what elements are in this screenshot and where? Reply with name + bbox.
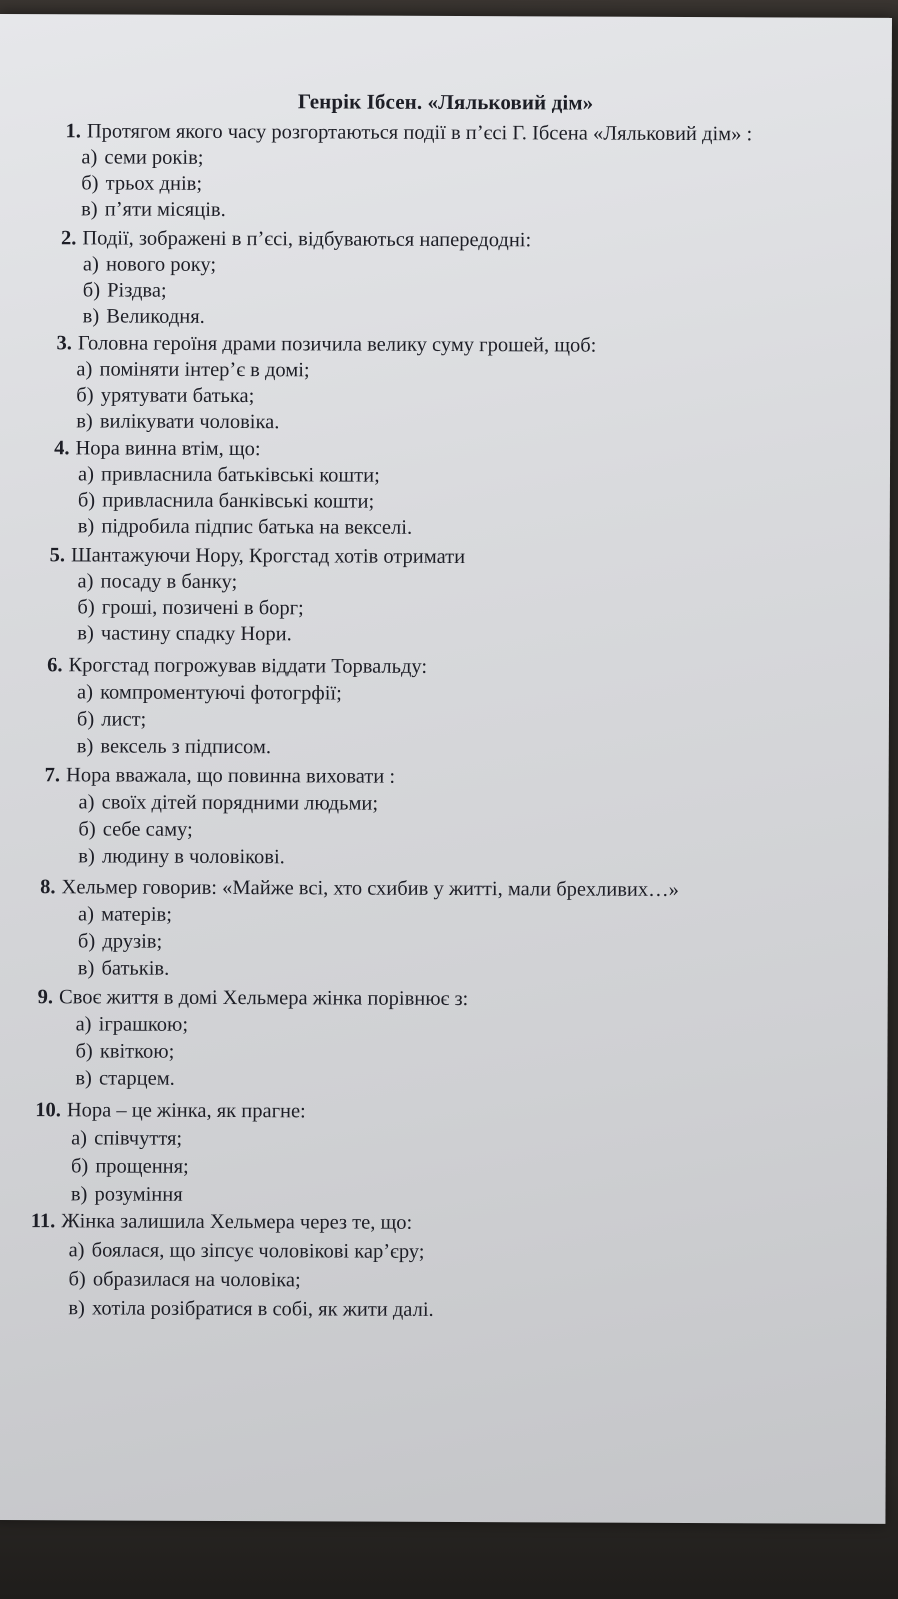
answer-option <box>40 928 679 958</box>
question-number: 4. <box>54 437 70 460</box>
question-number: 5. <box>49 544 66 567</box>
answer-option <box>65 144 752 173</box>
option-text: посаду в банку; <box>100 570 238 594</box>
option-text: гроші, позичені в борг; <box>101 596 304 620</box>
question-text-line <box>45 762 396 791</box>
option-text: боялася, що зіпсує чоловікові кар’єру; <box>91 1239 425 1263</box>
answer-option <box>65 170 752 199</box>
question-text: Хельмер говорив: «Майже всі, хто схибив у житті, мали брехливих…» <box>61 876 679 901</box>
option-letter: а) <box>81 146 98 169</box>
option-text: частину спадку Нори. <box>100 622 292 646</box>
question-number: 8. <box>40 876 56 899</box>
option-letter: в) <box>75 1067 92 1090</box>
option-letter: б) <box>75 1040 93 1063</box>
option-letter: а) <box>78 791 95 814</box>
question-number: 7. <box>44 764 61 787</box>
option-text: привласнила батьківські кошти; <box>101 463 380 487</box>
answer-option <box>61 277 531 305</box>
answer-option <box>47 679 427 708</box>
answer-option <box>37 1065 468 1094</box>
question-text: Шантажуючи Нору, Крогстад хотів отримати <box>70 544 466 569</box>
question-4 <box>54 435 413 541</box>
question-text: Нора – це жінка, як прагне: <box>66 1099 306 1123</box>
option-letter: в) <box>77 957 95 980</box>
question-text: Нора вважала, що повинна виховати : <box>66 764 396 788</box>
answer-option <box>49 594 465 622</box>
question-text: Жінка залишила Хельмера через те, що: <box>61 1210 413 1234</box>
option-letter: в) <box>81 198 98 221</box>
answer-option <box>40 901 679 931</box>
answer-option <box>61 251 531 279</box>
question-text: Головна героїня драми позичила велику суму грошей, щоб: <box>77 332 597 357</box>
paper-sheet <box>0 14 892 1524</box>
question-text-line <box>31 1207 434 1238</box>
question-number: 2. <box>60 227 77 250</box>
question-text: Своє життя в домі Хельмера жінка порівнює з: <box>59 986 469 1011</box>
answer-option <box>31 1236 434 1267</box>
test-document <box>0 14 892 1321</box>
option-text: підробила підпис батька на векселі. <box>101 515 413 539</box>
answer-option <box>44 816 395 845</box>
option-letter: в) <box>77 515 95 538</box>
option-letter: а) <box>71 1127 88 1150</box>
option-text: хотіла розібратися в собі, як жити далі. <box>91 1297 434 1321</box>
option-text: батьків. <box>101 957 170 980</box>
answer-option <box>65 196 752 225</box>
question-text-line <box>50 542 466 570</box>
answer-option <box>30 1265 433 1296</box>
question-number: 3. <box>56 332 72 355</box>
answer-option <box>56 356 596 384</box>
question-text: Протягом якого часу розгортаються події в п’єсі Г. Ібсена «Ляльковий дім» : <box>86 120 753 146</box>
option-letter: а) <box>76 681 94 704</box>
option-letter: а) <box>68 1239 85 1262</box>
option-text: поміняти інтер’є в домі; <box>99 358 310 382</box>
question-text: Нора винна втім, що: <box>75 437 261 461</box>
question-number: 9. <box>37 986 54 1009</box>
option-text: образилася на чоловіка; <box>92 1268 301 1292</box>
option-letter: а) <box>78 903 95 926</box>
answer-option <box>35 1152 306 1181</box>
answer-option <box>38 1011 469 1040</box>
question-1 <box>65 118 752 225</box>
question-text-line <box>61 225 531 253</box>
option-text: Великодня. <box>106 305 205 328</box>
option-letter: в) <box>77 622 94 645</box>
answer-option <box>37 1038 468 1067</box>
option-text: розуміння <box>94 1183 183 1206</box>
answer-option <box>49 568 465 596</box>
option-letter: а) <box>77 463 94 486</box>
option-text: семи років; <box>104 146 204 169</box>
option-letter: б) <box>78 818 96 841</box>
option-text: вексель з підписом. <box>100 735 272 759</box>
answer-option <box>47 733 427 762</box>
question-3 <box>56 330 596 436</box>
answer-option <box>40 955 679 985</box>
option-text: привласнила банківські кошти; <box>102 489 375 513</box>
question-7 <box>44 762 395 872</box>
question-6 <box>47 652 427 762</box>
option-text: нового року; <box>105 253 217 276</box>
answer-option <box>49 620 465 648</box>
option-letter: в) <box>78 845 95 868</box>
question-9 <box>37 984 468 1094</box>
question-2 <box>61 225 532 331</box>
option-letter: а) <box>77 570 94 593</box>
option-text: іграшкою; <box>98 1013 189 1036</box>
question-text-line <box>65 118 752 147</box>
option-text: співчуття; <box>94 1127 183 1150</box>
question-number: 11. <box>30 1210 56 1233</box>
option-text: компроментуючі фотогрфії; <box>100 681 342 705</box>
question-11 <box>30 1207 434 1325</box>
question-number: 6. <box>47 654 63 677</box>
option-letter: б) <box>77 596 95 619</box>
option-letter: в) <box>76 735 94 758</box>
option-text: урятувати батька; <box>100 384 255 408</box>
answer-option <box>44 843 395 872</box>
answer-option <box>54 487 412 515</box>
question-text-line <box>35 1096 306 1125</box>
answer-option <box>35 1124 306 1153</box>
question-text-line <box>57 330 597 358</box>
option-letter: а) <box>82 253 99 276</box>
option-text: Різдва; <box>107 279 167 302</box>
option-letter: в) <box>82 305 100 328</box>
option-letter: б) <box>76 384 94 407</box>
option-text: старцем. <box>98 1067 175 1090</box>
answer-option <box>54 513 412 541</box>
option-text: прощення; <box>95 1155 189 1178</box>
option-letter: б) <box>76 708 95 731</box>
answer-option <box>56 382 596 410</box>
question-text-line <box>40 874 679 904</box>
option-text: п’яти місяців. <box>104 198 226 221</box>
document-title: Генрік Ібсен. «Ляльковий дім» <box>297 89 594 115</box>
answer-option <box>45 789 396 818</box>
question-text: Крогстад погрожував віддати Торвальду: <box>68 654 428 678</box>
answer-option <box>61 303 531 331</box>
option-letter: б) <box>68 1268 86 1291</box>
option-letter: в) <box>70 1183 88 1206</box>
option-text: трьох днів; <box>105 172 203 195</box>
option-letter: в) <box>76 410 93 433</box>
option-letter: а) <box>76 358 93 381</box>
answer-option <box>47 706 427 735</box>
option-text: квіткою; <box>99 1040 175 1063</box>
question-number: 1. <box>65 120 81 143</box>
option-letter: б) <box>82 279 101 302</box>
question-text: Події, зображені в п’єсі, відбуваються напередодні: <box>82 227 532 252</box>
option-text: вилікувати чоловіка. <box>99 410 280 434</box>
option-letter: а) <box>75 1013 92 1036</box>
option-text: себе саму; <box>102 818 193 841</box>
option-text: своїх дітей порядними людьми; <box>101 791 379 815</box>
option-letter: б) <box>81 172 99 195</box>
answer-option <box>35 1180 306 1209</box>
question-5 <box>49 542 465 648</box>
option-letter: в) <box>68 1297 85 1320</box>
question-text-line <box>38 984 469 1013</box>
question-8 <box>40 874 679 985</box>
option-letter: б) <box>77 930 96 953</box>
answer-option <box>30 1294 433 1325</box>
answer-option <box>54 461 412 489</box>
question-text-line <box>47 652 427 681</box>
answer-option <box>56 408 596 436</box>
option-letter: б) <box>70 1155 89 1178</box>
option-text: лист; <box>101 708 147 731</box>
option-text: друзів; <box>102 930 163 953</box>
option-letter: б) <box>77 489 96 512</box>
question-10 <box>35 1096 306 1209</box>
option-text: матерів; <box>101 903 172 926</box>
question-number: 10. <box>35 1099 61 1122</box>
option-text: людину в чоловікові. <box>101 845 285 869</box>
question-text-line <box>54 435 412 463</box>
